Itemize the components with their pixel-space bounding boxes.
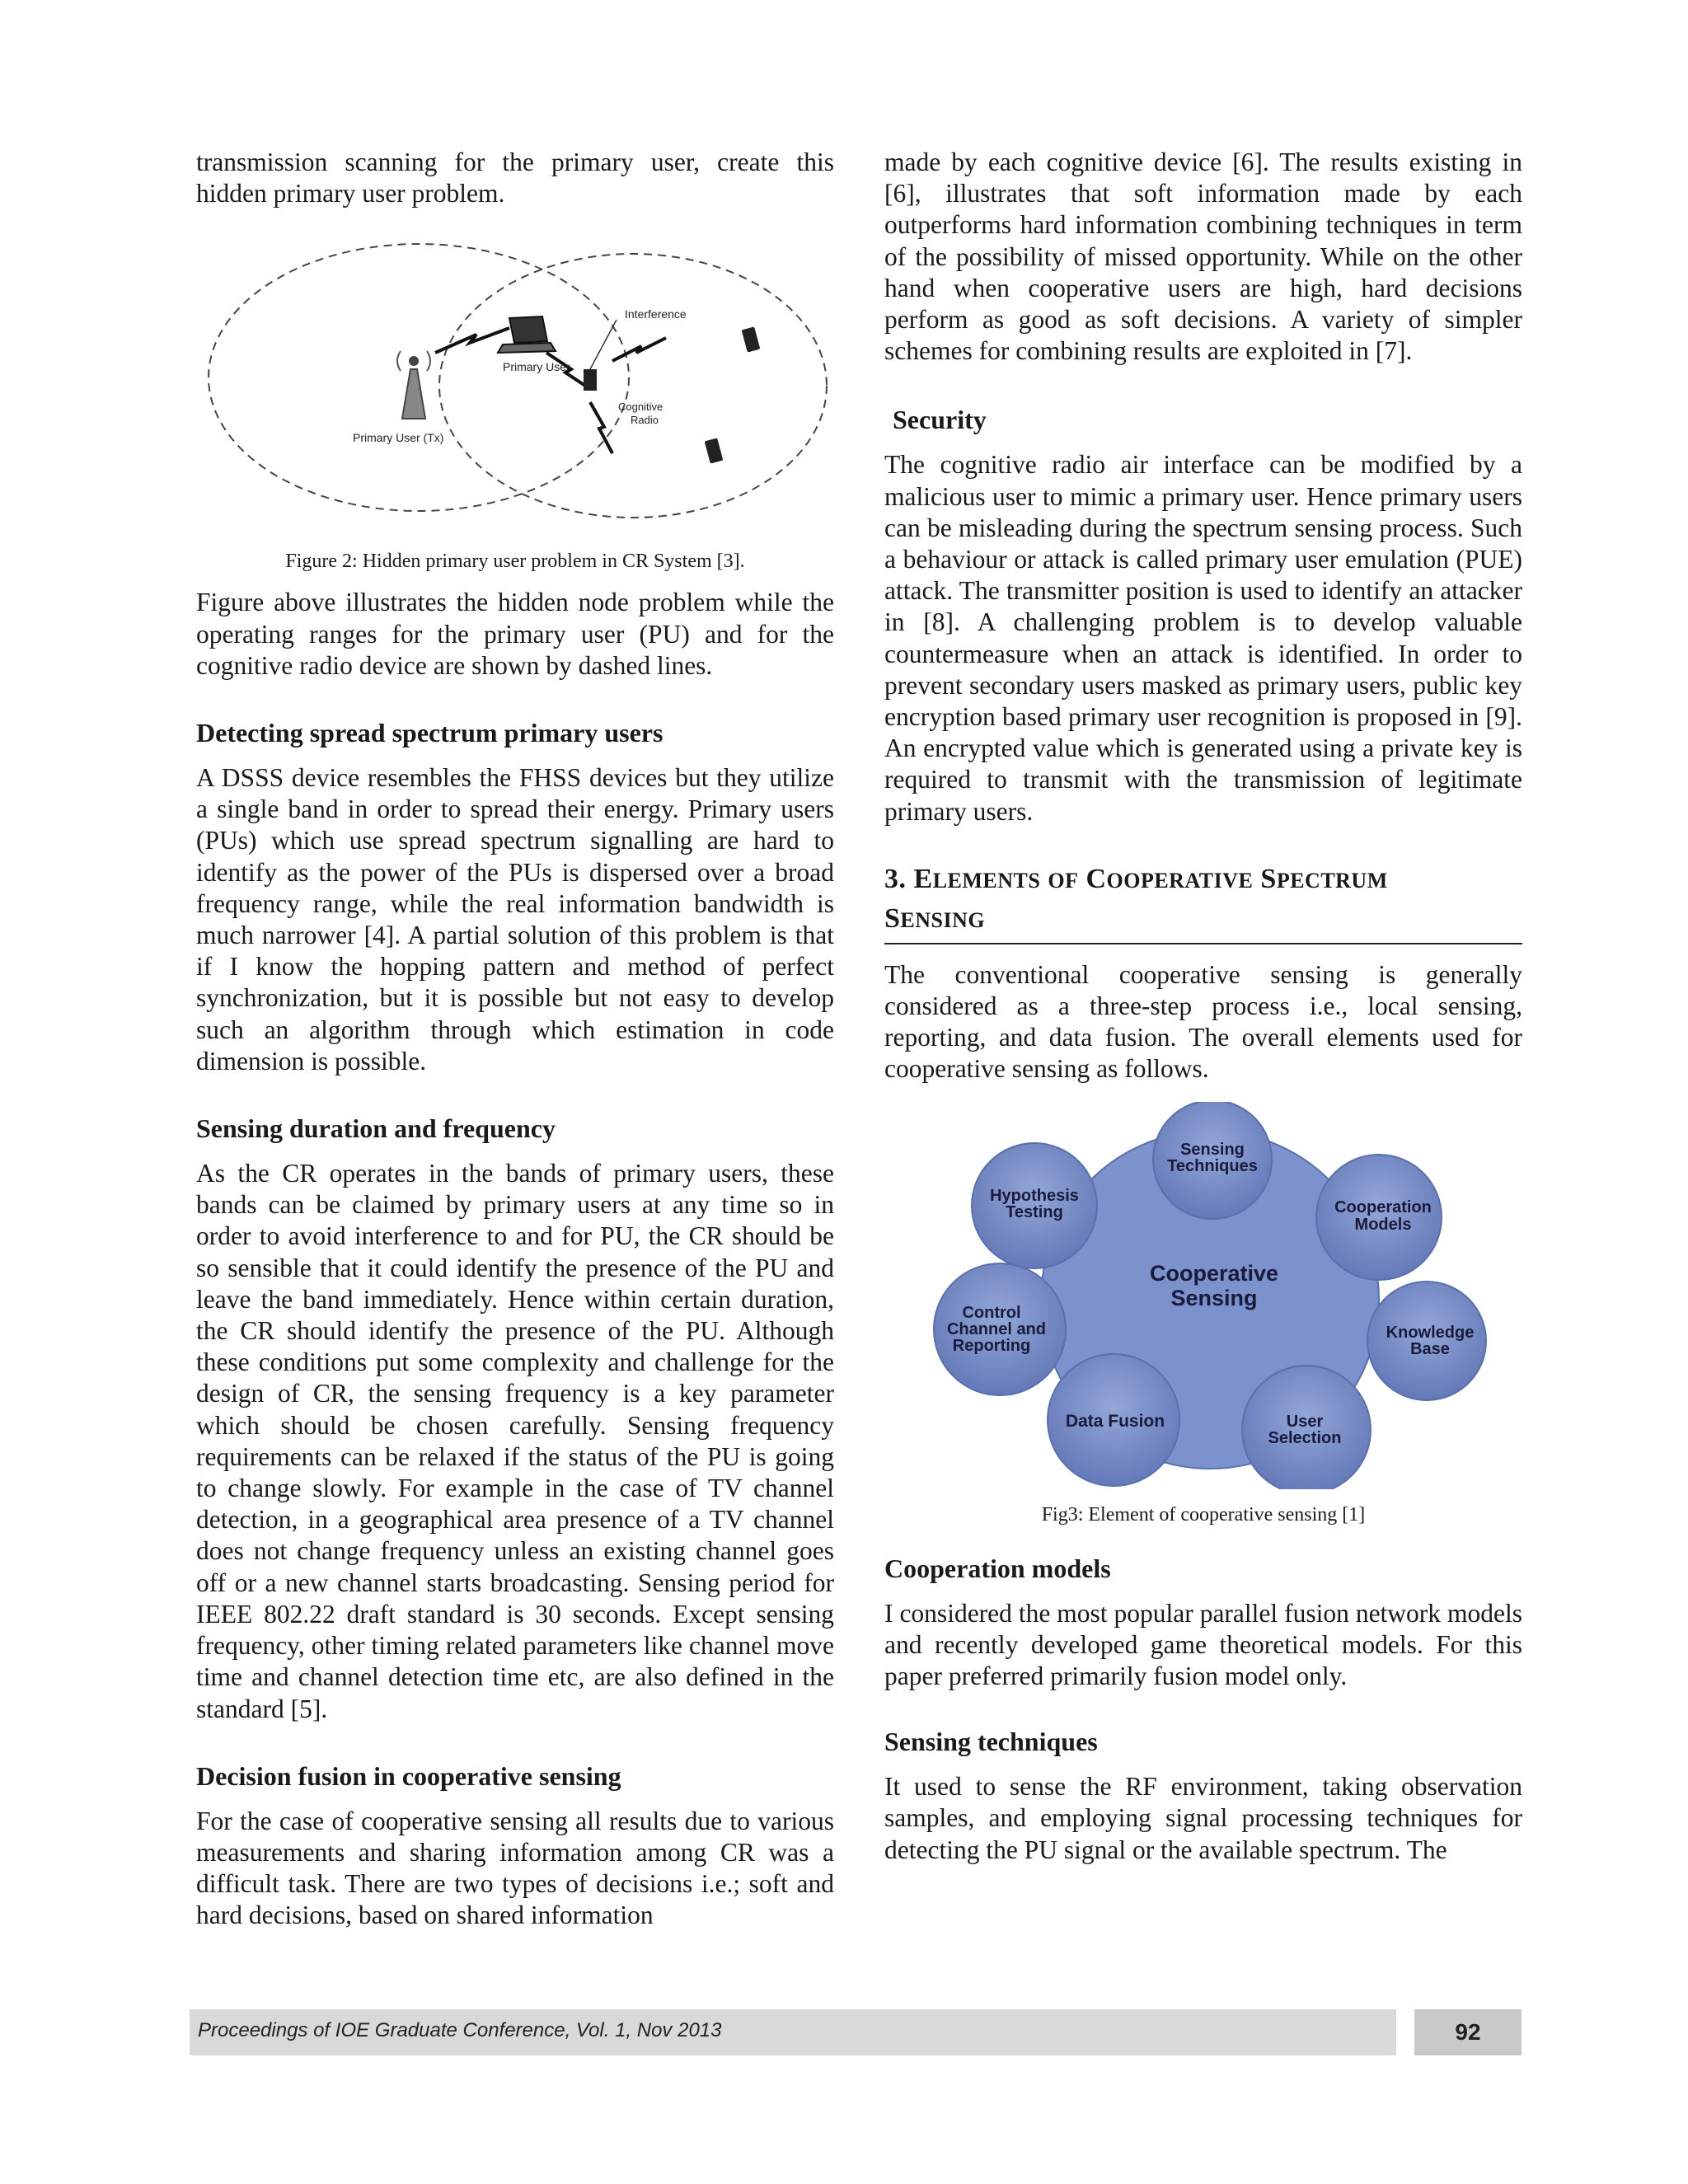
device-icon bbox=[742, 327, 761, 353]
heading-word: LEMENTS bbox=[932, 868, 1041, 893]
heading-letter: C bbox=[1085, 863, 1107, 894]
label-hyp-2: Testing bbox=[1006, 1202, 1063, 1221]
laptop-icon bbox=[498, 316, 556, 353]
paragraph: It used to sense the RF environment, taking observation samples, and employing signal processing techniques for detecting the PU signal or the available spectrum. The bbox=[884, 1772, 1522, 1864]
paragraph: The conventional cooperative sensing is generally considered as a three-step process i.e., local sensing, reporting, and data fusion. The overall elements used for cooperative sensing as follows. bbox=[884, 959, 1522, 1084]
heading-security: Security bbox=[893, 405, 987, 435]
paragraph: made by each cognitive device [6]. The results existing in [6], illustrates that soft information made by each outperforms hard information combining techniques in term of the possibility of missed opportunity. While on the other hand when cooperative users are high, hard decisions perform as good as soft decisions. A variety of simpler schemes for combining results are exploited in [7]. bbox=[884, 148, 1522, 366]
heading-letter: S bbox=[1260, 863, 1277, 894]
label-coop-2: Models bbox=[1354, 1215, 1412, 1234]
heading-word: PECTRUM bbox=[1276, 868, 1388, 893]
label-cognitive: Cognitive bbox=[618, 401, 663, 414]
section-number: 3. E bbox=[884, 863, 933, 894]
footer-text: Proceedings of IOE Graduate Conference, Vol. 1, Nov 2013 bbox=[198, 2019, 722, 2041]
heading-letter: S bbox=[884, 902, 901, 934]
heading-decision-fusion: Decision fusion in cooperative sensing bbox=[196, 1760, 621, 1791]
footer-bar bbox=[190, 2009, 1396, 2055]
signal-bolt-icon bbox=[435, 328, 509, 353]
cognitive-radio-device-icon bbox=[584, 369, 597, 391]
left-column bbox=[196, 147, 834, 1932]
device-icon bbox=[705, 438, 724, 464]
page-number: 92 bbox=[1414, 2009, 1522, 2055]
label-data-fusion: Data Fusion bbox=[1065, 1411, 1165, 1431]
label-ctrl-1: Control bbox=[962, 1303, 1021, 1322]
label-sensing-2: Techniques bbox=[1167, 1156, 1258, 1175]
signal-bolt-icon bbox=[590, 402, 612, 453]
heading-cooperation-models: Cooperation models bbox=[884, 1553, 1111, 1583]
label-knowledge-1: Knowledge bbox=[1386, 1323, 1475, 1342]
heading-detecting-spread-spectrum: Detecting spread spectrum primary users bbox=[196, 718, 663, 748]
label-coop-1: Cooperation bbox=[1334, 1197, 1432, 1216]
label-primary-user: Primary User bbox=[503, 360, 570, 374]
label-ctrl-2: Channel and bbox=[946, 1319, 1047, 1338]
paragraph: transmission scanning for the primary user, create this hidden primary user problem. bbox=[196, 148, 834, 209]
label-interference: Interference bbox=[625, 307, 687, 321]
label-user-2: Selection bbox=[1268, 1428, 1342, 1447]
right-column bbox=[884, 147, 1522, 1866]
label-radio: Radio bbox=[631, 414, 659, 427]
heading-word: ENSING bbox=[900, 907, 986, 932]
label-ctrl-3: Reporting bbox=[952, 1336, 1031, 1355]
paragraph: The cognitive radio air interface can be modified by a malicious user to mimic a primary user. Hence primary users can be misleading during the spectrum sensing process. Such a behaviour or attack is called primary user emulation (PUE) attack. The transmitter position is used to identify an attacker in [8]. A challenging problem is to develop valuable countermeasure when an attack is identified. In order to prevent secondary users masked as primary users, public key encryption based primary user recognition is proposed in [9]. An encrypted value which is generated using a private key is required to transmit with the transmission of legitimate primary users. bbox=[884, 450, 1522, 826]
label-knowledge-2: Base bbox=[1410, 1339, 1450, 1358]
label-user-1: User bbox=[1286, 1412, 1324, 1431]
center-label-1: Cooperative bbox=[1149, 1260, 1279, 1286]
heading-word: OOPERATIVE bbox=[1106, 868, 1254, 893]
paragraph: As the CR operates in the bands of primary users, these bands can be claimed by primary users at any time so in order to avoid interference to and for PU, the CR should be so sensible that it could identify the presence of the PU and leave the band immediately. Hence within certain duration, the CR should identify the presence of the PU. Although these conditions put some complexity and challenge for the design of CR, the sensing frequency is a key parameter which should be chosen carefully. Sensing frequency requirements can be relaxed if the status of the PU is going to change slowly. For example in the case of TV channel detection, in a geographical area presence of a TV channel does not change frequency unless an existing channel goes off or a new channel starts broadcasting. Sensing period for IEEE 802.22 draft standard is 30 seconds. Except sensing frequency, other timing related parameters like channel move time and channel detection time etc, are also defined in the standard [5]. bbox=[196, 1159, 834, 1723]
figure-hidden-primary-user bbox=[196, 237, 834, 542]
paragraph: I considered the most popular parallel fusion network models and recently developed game theoretical models. For this paper preferred primarily fusion model only. bbox=[884, 1598, 1522, 1691]
cooperative-sensing-diagram bbox=[884, 1102, 1522, 1489]
figure-2-caption: Figure 2: Hidden primary user problem in CR System [3]. bbox=[285, 551, 745, 573]
label-sensing-1: Sensing bbox=[1180, 1140, 1245, 1159]
center-label-2: Sensing bbox=[1170, 1285, 1258, 1310]
paragraph: A DSSS device resembles the FHSS devices but they utilize a single band in order to spread their energy. Primary users (PUs) which use spread spectrum signalling are hard to identify as the power of the PUs is dispersed over a broad frequency range, while the real information bandwidth is much narrower [4]. A partial solution of this problem is that if I know the hopping pattern and method of perfect synchronization, but it is possible but not easy to develop such an algorithm through which estimation in code dimension is possible. bbox=[196, 763, 834, 1076]
heading-sensing-duration: Sensing duration and frequency bbox=[196, 1113, 556, 1144]
figure-cooperative-sensing bbox=[884, 1102, 1522, 1489]
paragraph: Figure above illustrates the hidden node problem while the operating ranges for the primary user (PU) and for the cognitive radio device are shown by dashed lines. bbox=[196, 588, 834, 680]
tower-icon bbox=[397, 351, 430, 419]
heading-sensing-techniques: Sensing techniques bbox=[884, 1727, 1098, 1757]
label-hyp-1: Hypothesis bbox=[990, 1186, 1079, 1205]
figure-3-caption: Fig3: Element of cooperative sensing [1] bbox=[1041, 1503, 1366, 1526]
cr-range-ellipse bbox=[439, 254, 827, 518]
hidden-pu-diagram bbox=[196, 237, 834, 542]
paragraph: For the case of cooperative sensing all results due to various measurements and sharing information among CR was a difficult task. There are two types of decisions i.e.; soft and hard decisions, based on shared information bbox=[196, 1806, 834, 1930]
section-3-heading bbox=[884, 860, 1522, 944]
heading-word: OF bbox=[1048, 868, 1079, 893]
label-pu-tx: Primary User (Tx) bbox=[353, 431, 444, 445]
